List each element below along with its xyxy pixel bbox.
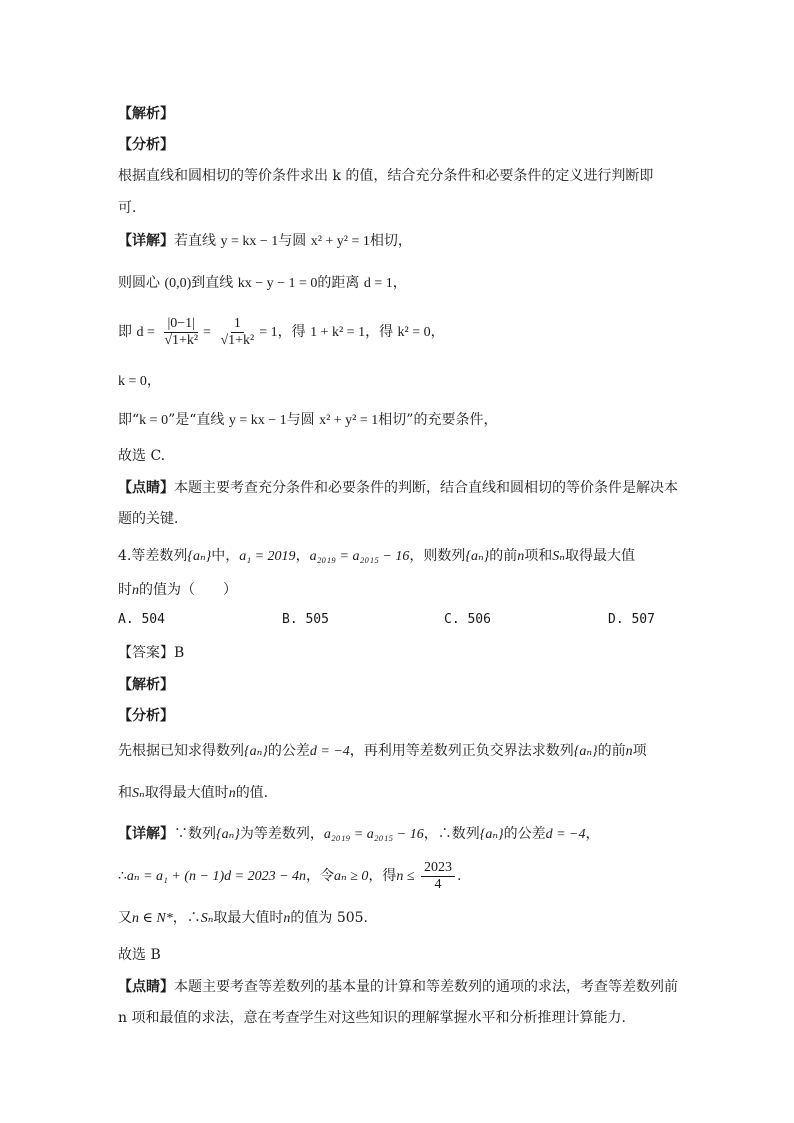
text: 取最大值时 — [213, 910, 284, 926]
jiexi-heading-1: 【解析】 — [118, 106, 174, 122]
text: 中， — [211, 548, 240, 564]
math: Sₙ — [132, 786, 145, 801]
text: 若直线 — [174, 233, 221, 249]
text: 的前 — [489, 548, 518, 564]
math: n — [132, 583, 139, 598]
comment-tag: 【点睛】 — [118, 979, 174, 995]
choose-answer-2: 故选 B — [118, 947, 161, 963]
math: a₂₀₁₉ = a₂₀₁₅ − 16 — [309, 549, 410, 564]
text: 与圆 — [286, 412, 320, 428]
text: 的距离 — [317, 275, 364, 291]
math: d = — [136, 325, 155, 340]
math: aₙ = a₁ + (n − 1)d = 2023 − 4n — [126, 869, 307, 884]
text: ， — [295, 548, 310, 564]
text: 的前 — [597, 743, 626, 759]
math: {aₙ} — [216, 827, 240, 842]
detail-q4-line-2 — [118, 856, 461, 897]
text: 与圆 — [278, 233, 311, 249]
text: 的公差 — [503, 826, 546, 842]
text: 本题主要考查等差数列的基本量的计算和等差数列的通项的求法，考查等差数列前 — [174, 979, 678, 995]
center-point: (0,0) — [164, 276, 192, 291]
text: ， — [430, 324, 445, 340]
math: {aₙ} — [187, 549, 212, 564]
text: . — [457, 868, 462, 884]
math: n ≤ — [396, 869, 415, 884]
distance-value: d = 1 — [363, 276, 393, 291]
fenxi-heading-2: 【分析】 — [118, 708, 174, 724]
math: Sₙ — [200, 911, 214, 926]
text: ，∴ — [172, 910, 201, 926]
text: 即 — [118, 324, 137, 340]
text: 4.等差数列 — [118, 548, 188, 564]
comment-q4-line-2: n 项和最值的求法，意在考查学生对这些知识的理解掌握水平和分析推理计算能力. — [118, 1010, 626, 1026]
math: k = 0 — [139, 413, 169, 428]
math: k² = 0 — [397, 325, 431, 340]
analysis-text-1a: 根据直线和圆相切的等价条件求出 k 的值，结合充分条件和必要条件的定义进行判断即 — [118, 168, 654, 184]
text: 则圆心 — [118, 275, 165, 291]
question-4-stem-1 — [118, 546, 635, 567]
math: d = −4 — [309, 744, 350, 759]
math: {aₙ} — [244, 744, 268, 759]
math: = — [203, 325, 211, 340]
text: 项和 — [524, 548, 553, 564]
text: ∵数列 — [174, 826, 216, 842]
math: = 1 — [259, 325, 278, 340]
text: 的值为（ ） — [139, 582, 237, 598]
fraction-numerator: |0−1| — [164, 316, 198, 333]
text: ，得 — [368, 868, 397, 884]
text: 的值. — [235, 785, 269, 801]
text: 即“ — [118, 412, 140, 428]
fraction-numerator: 2023 — [421, 860, 455, 877]
math: aₙ ≥ 0 — [334, 869, 369, 884]
text: 的公差 — [267, 743, 310, 759]
text: 的值为 505. — [290, 910, 369, 926]
text: 又 — [118, 910, 132, 926]
text: 项 — [632, 743, 647, 759]
text: 本题主要考查充分条件和必要条件的判断，结合直线和圆相切的等价条件是解决本 — [174, 480, 678, 496]
option-c: C. 506 — [444, 612, 491, 627]
text: 到直线 — [191, 275, 238, 291]
text: 相切”的充要条件， — [378, 412, 498, 428]
math: n — [283, 911, 291, 926]
distance-fraction-2 — [217, 316, 257, 349]
answer-line: 【答案】B — [118, 645, 185, 661]
detail-line-5 — [118, 410, 497, 431]
text: ，再利用等差数列正负交界法求数列 — [349, 743, 574, 759]
detail-tag: 【详解】 — [118, 826, 174, 842]
fraction-denominator: √1+k² — [164, 332, 199, 348]
text: ，得 — [277, 324, 311, 340]
text: ， — [392, 275, 407, 291]
text: ，得 — [365, 324, 398, 340]
detail-line-4: k = 0， — [118, 374, 161, 389]
analysis-line-2a — [118, 741, 647, 762]
fraction-numerator: 1 — [231, 316, 244, 333]
math: 1 + k² = 1 — [310, 325, 366, 340]
text: ”是“直线 — [168, 412, 229, 428]
option-d: D. 507 — [608, 612, 655, 627]
text: 时 — [118, 582, 132, 598]
text: ， — [585, 826, 600, 842]
math: a₂₀₁₉ = a₂₀₁₅ − 16 — [323, 827, 424, 842]
math: {aₙ} — [479, 827, 504, 842]
fraction-denominator: 4 — [434, 876, 442, 892]
detail-line-1 — [118, 231, 412, 252]
choose-answer-1: 故选 C. — [118, 448, 166, 464]
distance-fraction-1 — [161, 316, 201, 349]
option-b: B. 505 — [282, 612, 329, 627]
math: d = −4 — [545, 827, 586, 842]
text: ，令 — [306, 868, 335, 884]
comment-q4-line-1 — [118, 977, 678, 997]
text: 相切， — [369, 233, 412, 249]
analysis-text-1b: 可． — [118, 200, 146, 216]
detail-line-2 — [118, 273, 407, 294]
fenxi-heading-1: 【分析】 — [118, 137, 174, 153]
math: y = kx − 1 — [228, 413, 287, 428]
text: 为等差数列， — [239, 826, 324, 842]
math: {aₙ} — [573, 744, 598, 759]
jiexi-heading-2: 【解析】 — [118, 677, 174, 693]
text: 取得最大值 — [564, 548, 635, 564]
circle-equation: x² + y² = 1 — [310, 234, 370, 249]
comment-line-2: 题的关键． — [118, 511, 188, 527]
math: x² + y² = 1 — [319, 413, 379, 428]
text: ，则数列 — [409, 548, 466, 564]
math: n — [625, 744, 633, 759]
detail-tag: 【详解】 — [118, 233, 174, 249]
question-4-stem-2 — [118, 580, 237, 601]
line-equation-2: kx − y − 1 = 0 — [237, 276, 318, 291]
math: {aₙ} — [465, 549, 490, 564]
option-a: A. 504 — [118, 612, 165, 627]
detail-line-3 — [118, 312, 445, 353]
math: n — [517, 549, 525, 564]
comment-line-1 — [118, 478, 678, 498]
text: 和 — [118, 785, 132, 801]
math: n ∈ N* — [132, 911, 173, 926]
detail-q4-line-1 — [118, 824, 600, 845]
comment-tag: 【点睛】 — [118, 480, 174, 496]
bound-fraction — [421, 860, 455, 893]
analysis-line-2b — [118, 783, 268, 804]
detail-q4-line-3 — [118, 908, 368, 929]
math: n — [228, 786, 236, 801]
fraction-denominator: √1+k² — [220, 332, 255, 348]
text: 取得最大值时 — [144, 785, 229, 801]
text: ∴ — [118, 868, 127, 884]
math: a₁ = 2019 — [239, 549, 296, 564]
line-equation: y = kx − 1 — [220, 234, 279, 249]
text: 先根据已知求得数列 — [118, 743, 244, 759]
math: Sₙ — [552, 549, 565, 564]
text: ，∴数列 — [423, 826, 480, 842]
